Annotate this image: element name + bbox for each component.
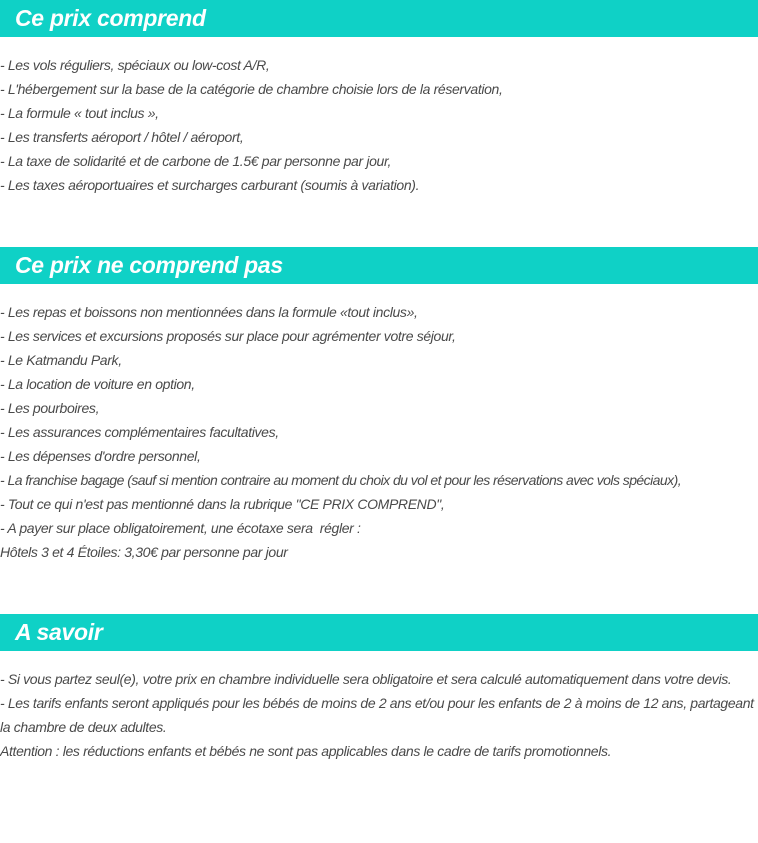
section-header-excluded (0, 247, 758, 284)
list-item: - L'hébergement sur la base de la catégorie de chambre choisie lors de la réservation, (0, 81, 503, 97)
list-item: - Le Katmandu Park, (0, 352, 122, 368)
list-item: - Les pourboires, (0, 400, 100, 416)
list-item: - Si vous partez seul(e), votre prix en chambre individuelle sera obligatoire et sera calculé automatiquement dans votre devis. (0, 671, 732, 687)
list-item: - Les taxes aéroportuaires et surcharges carburant (soumis à variation). (0, 177, 420, 193)
section-header-to-know (0, 614, 758, 651)
section-title: Ce prix ne comprend pas (15, 252, 283, 278)
section-header-included (0, 0, 758, 37)
list-item: - Tout ce qui n'est pas mentionné dans la rubrique "CE PRIX COMPREND", (0, 496, 445, 512)
list-item: Attention : les réductions enfants et bébés ne sont pas applicables dans le cadre de tarifs promotionnels. (0, 743, 612, 759)
list-item: - A payer sur place obligatoirement, une écotaxe sera régler : (0, 520, 361, 536)
to-know-list (0, 667, 758, 763)
list-item: Hôtels 3 et 4 Étoiles: 3,30€ par personne par jour (0, 544, 288, 560)
list-item: - Les vols réguliers, spéciaux ou low-cost A/R, (0, 57, 270, 73)
excluded-list (0, 300, 758, 564)
list-item: - La location de voiture en option, (0, 376, 195, 392)
list-item: - Les tarifs enfants seront appliqués pour les bébés de moins de 2 ans et/ou pour les enfants de 2 à moins de 12 ans, partageant la chambre de deux adultes. (0, 695, 754, 735)
list-item: - Les services et excursions proposés sur place pour agrémenter votre séjour, (0, 328, 456, 344)
list-item: - La formule « tout inclus », (0, 105, 159, 121)
section-title: A savoir (15, 619, 103, 645)
list-item: - Les transferts aéroport / hôtel / aéroport, (0, 129, 244, 145)
list-item: - La taxe de solidarité et de carbone de 1.5€ par personne par jour, (0, 153, 392, 169)
list-item: - La franchise bagage (sauf si mention contraire au moment du choix du vol et pour les réservations avec vols spéciaux), (0, 472, 682, 488)
included-list (0, 53, 758, 197)
list-item: - Les repas et boissons non mentionnées dans la formule «tout inclus», (0, 304, 418, 320)
list-item: - Les assurances complémentaires facultatives, (0, 424, 279, 440)
list-item: - Les dépenses d'ordre personnel, (0, 448, 201, 464)
section-title: Ce prix comprend (15, 5, 206, 31)
